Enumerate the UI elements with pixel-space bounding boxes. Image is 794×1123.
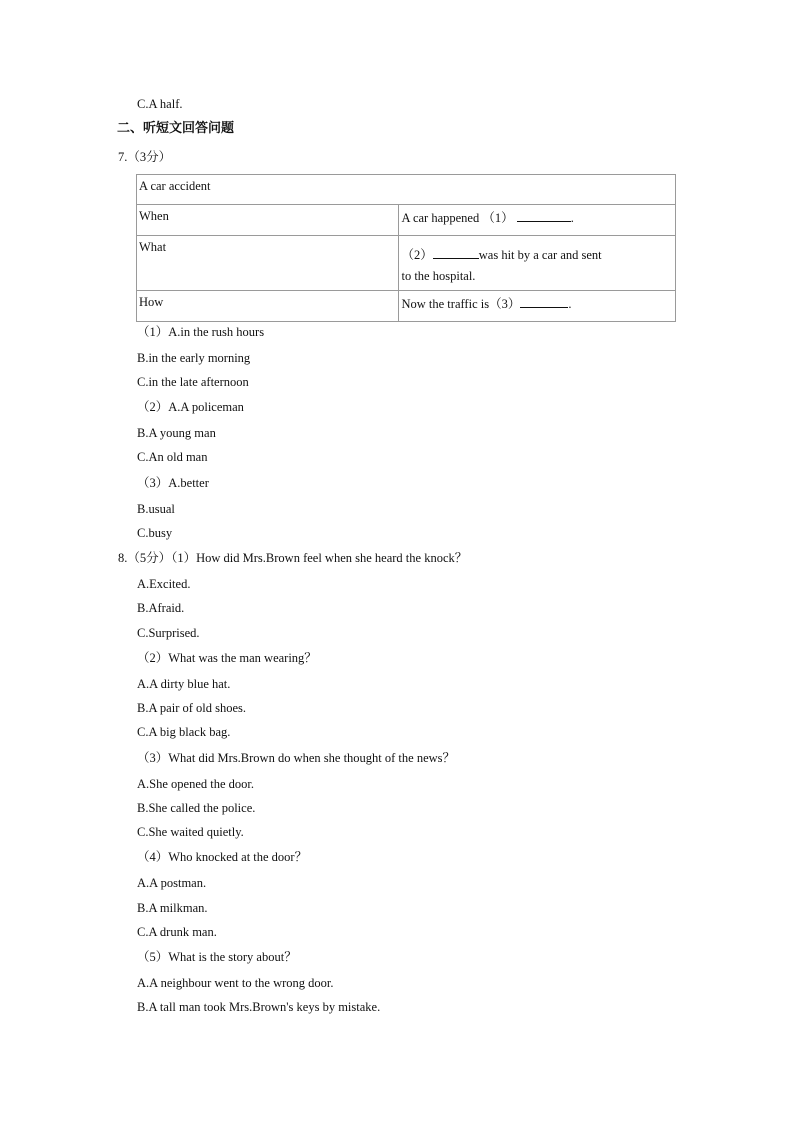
q8-line: A.A postman.: [137, 876, 207, 890]
row-label-how: How: [137, 291, 399, 322]
q8-line: A.Excited.: [137, 577, 191, 591]
q7-option: （2）A.A policeman: [137, 400, 244, 414]
q8-line: C.A drunk man.: [137, 925, 217, 939]
row-label-when: When: [137, 205, 399, 236]
q8-header: 8.（5分）（1）How did Mrs.Brown feel when she heard the knock？: [118, 551, 468, 565]
answer-blank-1: [517, 210, 571, 222]
q8-line: （2）What was the man wearing？: [137, 651, 317, 665]
q8-line: B.Afraid.: [137, 601, 185, 615]
q8-line: C.Surprised.: [137, 626, 200, 640]
table-row: [137, 205, 676, 236]
car-accident-table: [136, 174, 676, 322]
q8-line: A.She opened the door.: [137, 777, 254, 791]
q7-option: C.busy: [137, 526, 173, 540]
q7-option: （1）A.in the rush hours: [137, 325, 265, 339]
row-label-what: What: [137, 236, 399, 291]
table-row: [137, 236, 676, 291]
q8-line: B.A tall man took Mrs.Brown's keys by mistake.: [137, 1000, 381, 1014]
table-row: [137, 291, 676, 322]
section-heading: 二、听短文回答问题: [117, 121, 235, 136]
q8-line: B.A milkman.: [137, 901, 208, 915]
row-content-what: （2） was hit by a car and sent to the hospital.: [399, 236, 676, 291]
table-title: A car accident: [137, 175, 676, 205]
q7-option: B.usual: [137, 502, 175, 516]
q7-option: C.in the late afternoon: [137, 375, 249, 389]
q7-option: B.A young man: [137, 426, 216, 440]
answer-blank-3: [520, 296, 568, 308]
q8-line: C.She waited quietly.: [137, 825, 244, 839]
q8-line: C.A big black bag.: [137, 725, 231, 739]
q7-option: C.An old man: [137, 450, 208, 464]
q8-line: A.A dirty blue hat.: [137, 677, 231, 691]
q8-line: A.A neighbour went to the wrong door.: [137, 976, 334, 990]
q8-line: B.She called the police.: [137, 801, 256, 815]
q8-line: （3）What did Mrs.Brown do when she thought of the news？: [137, 751, 456, 765]
row-content-how: Now the traffic is（3） .: [399, 291, 676, 322]
q6-option-c: C.A half.: [137, 97, 183, 111]
row-content-when: A car happened （1） .: [399, 205, 676, 236]
q8-line: B.A pair of old shoes.: [137, 701, 247, 715]
q7-option: B.in the early morning: [137, 351, 251, 365]
q8-line: （4）Who knocked at the door？: [137, 850, 308, 864]
answer-blank-2: [433, 247, 479, 259]
q7-option: （3）A.better: [137, 476, 209, 490]
q7-header: 7.（3分）: [118, 150, 172, 164]
q8-line: （5）What is the story about？: [137, 950, 297, 964]
